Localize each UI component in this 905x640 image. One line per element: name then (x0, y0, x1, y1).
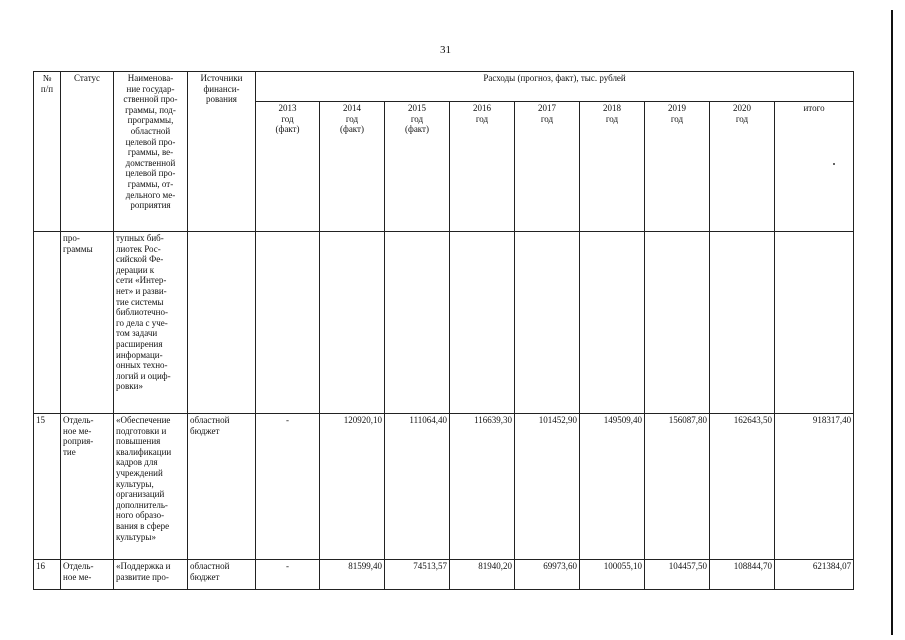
cell-value-2014: 81599,40 (320, 560, 385, 590)
expenses-table (33, 71, 854, 590)
header-year-2016: 2016 год (450, 102, 515, 232)
cell-value-2013: - (256, 560, 320, 590)
cell-funding-source: областной бюджет (188, 414, 256, 560)
cell-value (775, 232, 854, 414)
cell-value-2019: 104457,50 (645, 560, 710, 590)
cell-value-2020: 162643,50 (710, 414, 775, 560)
cell-value (256, 232, 320, 414)
cell-value-2017: 101452,90 (515, 414, 580, 560)
cell-value-2015: 111064,40 (385, 414, 450, 560)
cell-number: 16 (34, 560, 61, 590)
cell-value (385, 232, 450, 414)
page-number: 31 (440, 44, 451, 56)
header-total: итого (775, 102, 854, 232)
header-year-2015: 2015 год (факт) (385, 102, 450, 232)
cell-program-name: «Поддержка и развитие про- (114, 560, 188, 590)
table-row-continuation (34, 232, 854, 414)
cell-value-2017: 69973,60 (515, 560, 580, 590)
header-funding-source: Источники финанси- рования (188, 72, 256, 232)
cell-value-2014: 120920,10 (320, 414, 385, 560)
cell-value-2018: 100055,10 (580, 560, 645, 590)
table-row-15 (34, 414, 854, 560)
header-status: Статус (61, 72, 114, 232)
header-year-2013: 2013 год (факт) (256, 102, 320, 232)
header-row-top (34, 72, 854, 102)
cell-number: 15 (34, 414, 61, 560)
cell-value-2016: 81940,20 (450, 560, 515, 590)
cell-value-2018: 149509,40 (580, 414, 645, 560)
cell-value-2013: - (256, 414, 320, 560)
scan-edge-line (891, 10, 893, 635)
cell-value (645, 232, 710, 414)
cell-value-2019: 156087,80 (645, 414, 710, 560)
cell-status: Отдель- ное ме- (61, 560, 114, 590)
table-row-16 (34, 560, 854, 590)
cell-value-total: 621384,07 (775, 560, 854, 590)
cell-number (34, 232, 61, 414)
cell-value (580, 232, 645, 414)
cell-value (450, 232, 515, 414)
header-number: № п/п (34, 72, 61, 232)
cell-funding-source: областной бюджет (188, 560, 256, 590)
header-year-2020: 2020 год (710, 102, 775, 232)
cell-value (320, 232, 385, 414)
header-year-2019: 2019 год (645, 102, 710, 232)
cell-program-name: «Обеспечение подготовки и повышения квалификации кадров для учреждений культуры, организаций дополнитель- ного образо- вания в сфере культуры» (114, 414, 188, 560)
cell-value-total: 918317,40 (775, 414, 854, 560)
cell-value-2020: 108844,70 (710, 560, 775, 590)
cell-value (710, 232, 775, 414)
header-year-2017: 2017 год (515, 102, 580, 232)
header-year-2018: 2018 год (580, 102, 645, 232)
header-expenses: Расходы (прогноз, факт), тыс. рублей (256, 72, 854, 102)
header-year-2014: 2014 год (факт) (320, 102, 385, 232)
cell-value (515, 232, 580, 414)
cell-status: про- граммы (61, 232, 114, 414)
cell-value-2015: 74513,57 (385, 560, 450, 590)
header-program-name: Наименова- ние государ- ственной про- граммы, под- программы, областной целевой про- граммы, ве- домственной целевой про- граммы, от- дельного ме- роприятия (114, 72, 188, 232)
cell-status: Отдель- ное ме- роприя- тие (61, 414, 114, 560)
cell-funding-source (188, 232, 256, 414)
cell-program-name: тупных биб- лиотек Рос- сийской Фе- дерации к сети «Интер- нет» и разви- тие системы библиотечно- го дела с уче- том задачи расширения информаци- онных техно- логий и оциф- ровки» (114, 232, 188, 414)
cell-value-2016: 116639,30 (450, 414, 515, 560)
